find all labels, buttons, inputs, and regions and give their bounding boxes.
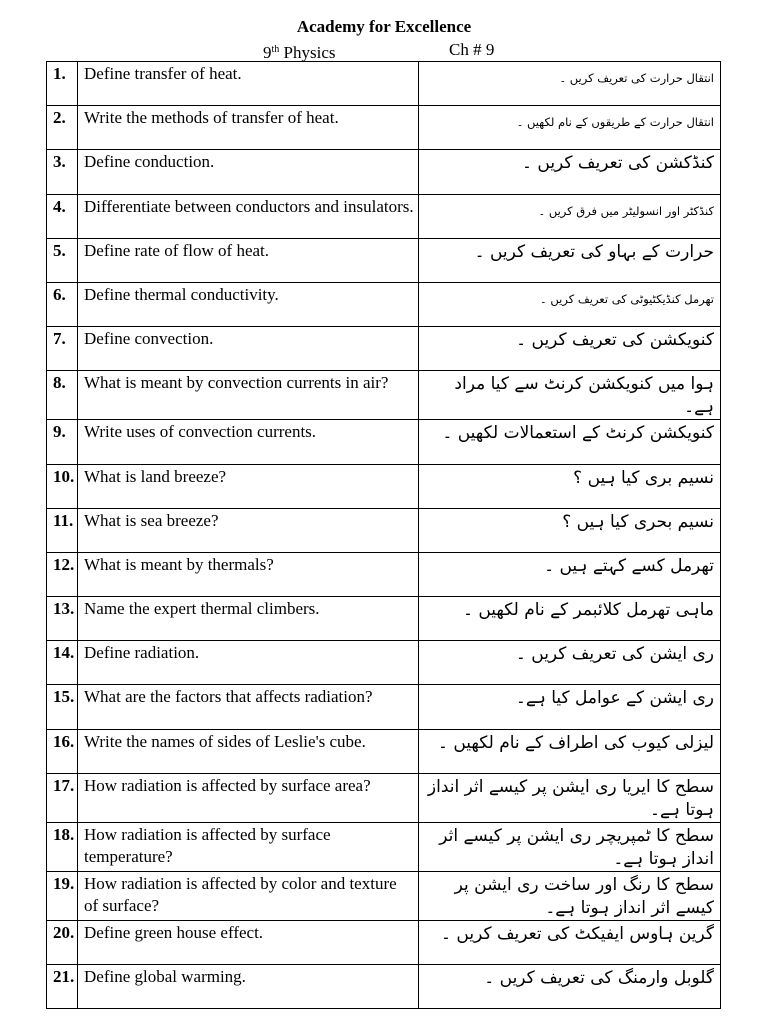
question-row <box>47 150 721 194</box>
question-urdu: ماہی تھرمل کلائبمر کے نام لکھیں ۔ <box>419 597 721 641</box>
questions-body <box>47 62 721 1009</box>
question-urdu: انتقال حرارت کی تعریف کریں ۔ <box>419 62 721 106</box>
question-row <box>47 552 721 596</box>
question-row <box>47 371 721 420</box>
question-urdu: ہوا میں کنویکشن کرنٹ سے کیا مراد ہے۔ <box>419 371 721 420</box>
question-urdu: تھرمل کنڈیکٹیوٹی کی تعریف کریں ۔ <box>419 282 721 326</box>
question-row <box>47 194 721 238</box>
question-number: 18. <box>47 822 78 871</box>
question-english: What are the factors that affects radiation? <box>78 685 419 729</box>
question-english: Define convection. <box>78 327 419 371</box>
question-urdu: کنویکشن کی تعریف کریں ۔ <box>419 327 721 371</box>
question-english: What is meant by convection currents in air? <box>78 371 419 420</box>
question-number: 20. <box>47 920 78 964</box>
chapter-label: Ch # 9 <box>449 40 495 59</box>
question-english: Name the expert thermal climbers. <box>78 597 419 641</box>
question-row <box>47 685 721 729</box>
question-row <box>47 871 721 920</box>
question-number: 5. <box>47 238 78 282</box>
question-number: 2. <box>47 106 78 150</box>
question-english: Write the names of sides of Leslie's cube. <box>78 729 419 773</box>
questions-table <box>46 61 721 1009</box>
question-row <box>47 508 721 552</box>
question-row <box>47 822 721 871</box>
class-subject <box>263 40 336 63</box>
question-urdu: سطح کا ٹمپریچر ری ایشن پر کیسے اثر انداز ہوتا ہے۔ <box>419 822 721 871</box>
question-row <box>47 464 721 508</box>
question-urdu: نسیم بحری کیا ہیں ؟ <box>419 508 721 552</box>
question-urdu: کنڈکشن کی تعریف کریں ۔ <box>419 150 721 194</box>
question-number: 6. <box>47 282 78 326</box>
question-row <box>47 62 721 106</box>
question-number: 14. <box>47 641 78 685</box>
question-english: How radiation is affected by surface temperature? <box>78 822 419 871</box>
question-urdu: سطح کا رنگ اور ساخت ری ایشن پر کیسے اثر انداز ہوتا ہے۔ <box>419 871 721 920</box>
question-english: Define rate of flow of heat. <box>78 238 419 282</box>
question-urdu: ری ایشن کے عوامل کیا ہے۔ <box>419 685 721 729</box>
question-urdu: حرارت کے بہاو کی تعریف کریں ۔ <box>419 238 721 282</box>
question-number: 17. <box>47 773 78 822</box>
question-urdu: گرین ہاوس ایفیکٹ کی تعریف کریں ۔ <box>419 920 721 964</box>
question-number: 10. <box>47 464 78 508</box>
question-number: 1. <box>47 62 78 106</box>
question-urdu: نسیم بری کیا ہیں ؟ <box>419 464 721 508</box>
question-number: 9. <box>47 420 78 464</box>
question-number: 7. <box>47 327 78 371</box>
question-number: 11. <box>47 508 78 552</box>
question-number: 19. <box>47 871 78 920</box>
question-english: Define thermal conductivity. <box>78 282 419 326</box>
question-row <box>47 238 721 282</box>
question-english: What is sea breeze? <box>78 508 419 552</box>
class-suffix: th <box>271 44 280 55</box>
question-row <box>47 773 721 822</box>
question-english: Write the methods of transfer of heat. <box>78 106 419 150</box>
question-urdu: کنویکشن کرنٹ کے استعمالات لکھیں ۔ <box>419 420 721 464</box>
subtitle-line <box>0 40 768 60</box>
question-english: How radiation is affected by surface area? <box>78 773 419 822</box>
question-english: Define conduction. <box>78 150 419 194</box>
question-english: Differentiate between conductors and insulators. <box>78 194 419 238</box>
question-row <box>47 420 721 464</box>
question-row <box>47 965 721 1009</box>
question-number: 8. <box>47 371 78 420</box>
question-english: Define radiation. <box>78 641 419 685</box>
question-number: 3. <box>47 150 78 194</box>
page-title: Academy for Excellence <box>296 17 472 36</box>
question-english: What is land breeze? <box>78 464 419 508</box>
question-english: Write uses of convection currents. <box>78 420 419 464</box>
question-number: 21. <box>47 965 78 1009</box>
question-english: What is meant by thermals? <box>78 552 419 596</box>
class-number: 9 <box>263 43 272 62</box>
question-english: How radiation is affected by color and texture of surface? <box>78 871 419 920</box>
question-number: 4. <box>47 194 78 238</box>
question-number: 12. <box>47 552 78 596</box>
question-row <box>47 282 721 326</box>
question-english: Define green house effect. <box>78 920 419 964</box>
question-urdu: گلوبل وارمنگ کی تعریف کریں ۔ <box>419 965 721 1009</box>
question-urdu: لیزلی کیوب کی اطراف کے نام لکھیں ۔ <box>419 729 721 773</box>
question-urdu: تھرمل کسے کہتے ہیں ۔ <box>419 552 721 596</box>
question-urdu: ری ایشن کی تعریف کریں ۔ <box>419 641 721 685</box>
question-urdu: سطح کا ایریا ری ایشن پر کیسے اثر انداز ہوتا ہے۔ <box>419 773 721 822</box>
question-row <box>47 729 721 773</box>
question-urdu: انتقال حرارت کے طریقوں کے نام لکھیں ۔ <box>419 106 721 150</box>
question-english: Define global warming. <box>78 965 419 1009</box>
subject-name: Physics <box>283 43 336 62</box>
question-number: 16. <box>47 729 78 773</box>
question-row <box>47 106 721 150</box>
question-row <box>47 641 721 685</box>
question-row <box>47 597 721 641</box>
question-number: 13. <box>47 597 78 641</box>
question-english: Define transfer of heat. <box>78 62 419 106</box>
question-urdu: کنڈکٹر اور انسولیٹر میں فرق کریں ۔ <box>419 194 721 238</box>
question-row <box>47 327 721 371</box>
question-row <box>47 920 721 964</box>
question-number: 15. <box>47 685 78 729</box>
